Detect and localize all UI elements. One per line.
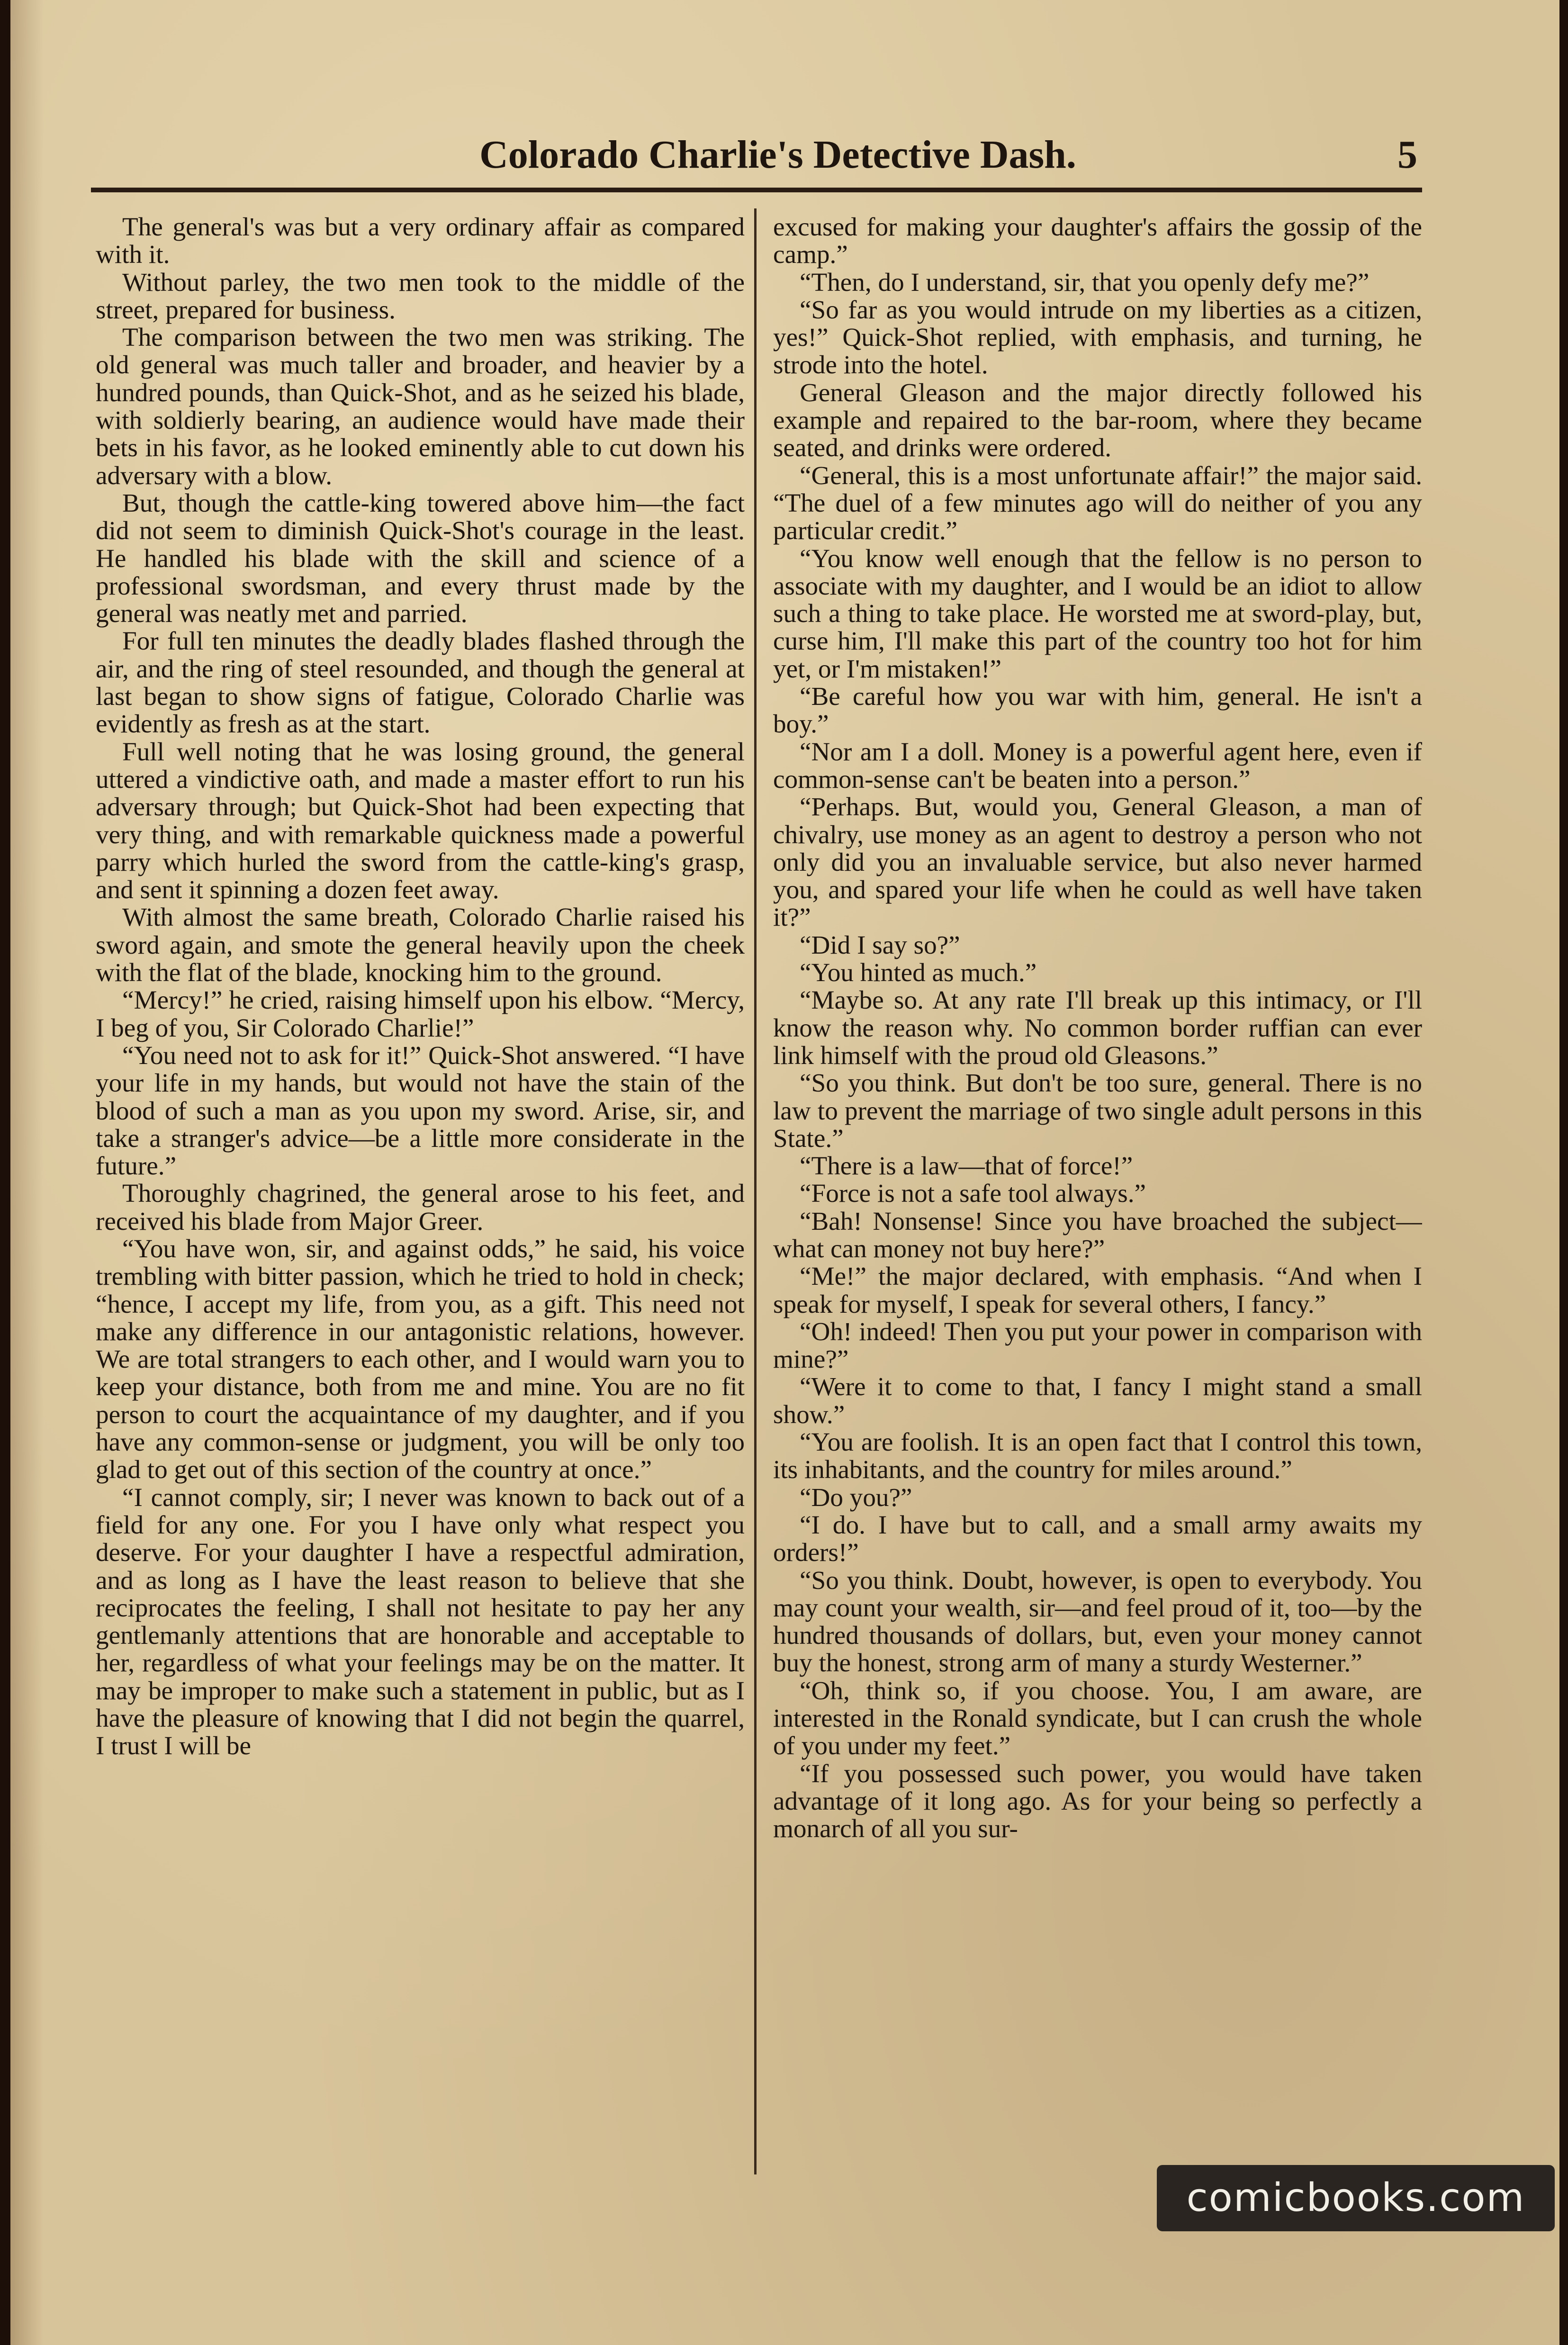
paragraph: “Oh! indeed! Then you put your power in comparison with mine?” (773, 1317, 1422, 1374)
paragraph: “You know well enough that the fellow is no person to associate with my daughter, and I would be an idiot to allow such a thing to take place. He worsted me at sword-play, but, curse him, I'll make this part of the country too hot for him yet, or I'm mistaken!” (773, 543, 1422, 683)
paragraph: For full ten minutes the deadly blades flashed through the air, and the ring of steel resounded, and though the general at last began to show signs of fatigue, Colorado Charlie was evidently as fresh as at the start. (96, 626, 745, 739)
paragraph: “You hinted as much.” (800, 958, 1037, 987)
paragraph: “Then, do I understand, sir, that you openly defy me?” (800, 267, 1370, 297)
paragraph: excused for making your daughter's affairs the gossip of the camp.” (773, 213, 1422, 269)
paragraph: “Were it to come to that, I fancy I might stand a small show.” (773, 1372, 1422, 1429)
paragraph: “Force is not a safe tool always.” (800, 1179, 1146, 1208)
paragraph: “General, this is a most unfortunate affair!” the major said. “The duel of a few minutes ago will do neither of you any particular credit.” (773, 460, 1422, 545)
page-header (91, 129, 1417, 181)
paragraph: “So you think. Doubt, however, is open to everybody. You may count your wealth, sir—and feel proud of it, too—by the hundred thousands of dollars, but, even your money cannot buy the honest, strong arm of many a sturdy Westerner.” (773, 1565, 1422, 1678)
page (10, 0, 1559, 2345)
paragraph: Full well noting that he was losing ground, the general uttered a vindictive oath, and made a master effort to run his adversary through; but Quick-Shot had been expecting that very thing, and with remarkable quickness made a powerful parry which hurled the sword from the cattle-king's grasp, and sent it spinning a dozen feet away. (96, 737, 745, 904)
paragraph: “Maybe so. At any rate I'll break up this intimacy, or I'll know the reason why. No common border ruffian can ever link himself with the proud old Gleasons.” (773, 985, 1422, 1070)
paragraph: “So you think. But don't be too sure, general. There is no law to prevent the marriage of two single adult persons in this State.” (773, 1068, 1422, 1153)
paragraph: “Be careful how you war with him, general. He isn't a boy.” (773, 682, 1422, 739)
paragraph: General Gleason and the major directly followed his example and repaired to the bar-room, where they became seated, and drinks were ordered. (773, 378, 1422, 462)
paragraph: With almost the same breath, Colorado Charlie raised his sword again, and smote the general heavily upon the cheek with the flat of the blade, knocking him to the ground. (96, 902, 745, 987)
paragraph: “Do you?” (800, 1482, 912, 1512)
page-number: 5 (1397, 133, 1417, 177)
paragraph: “Mercy!” he cried, raising himself upon his elbow. “Mercy, I beg of you, Sir Colorado Charlie!” (96, 985, 745, 1042)
paragraph: “If you possessed such power, you would have taken advantage of it long ago. As for your being so perfectly a monarch of all you sur- (773, 1759, 1422, 1843)
paragraph: “You are foolish. It is an open fact that I control this town, its inhabitants, and the country for miles around.” (773, 1427, 1422, 1484)
paragraph: The comparison between the two men was striking. The old general was much taller and broader, and heavier by a hundred pounds, than Quick-Shot, and as he seized his blade, with soldierly bearing, an audience would have made their bets in his favor, as he looked eminently able to cut down his adversary with a blow. (96, 323, 745, 490)
paragraph: “So far as you would intrude on my liberties as a citizen, yes!” Quick-Shot replied, with emphasis, and turning, he strode into the hotel. (773, 295, 1422, 379)
paragraph: “You need not to ask for it!” Quick-Shot answered. “I have your life in my hands, but would not have the stain of the blood of such a man as you upon my sword. Arise, sir, and take a stranger's advice—be a little more considerate in the future.” (96, 1040, 745, 1181)
paragraph: “There is a law—that of force!” (800, 1151, 1133, 1181)
text-column-right (773, 213, 1422, 2174)
paragraph: “I cannot comply, sir; I never was known to back out of a field for any one. For you I have only what respect you deserve. For your daughter I have a respectful admiration, and as long as I have the least reason to believe that she reciprocates the feeling, I shall not hesitate to pay her any gentlemanly attentions that are honorable and acceptable to her, regardless of what your feelings may be on the matter. It may be improper to make such a statement in public, but as I have the pleasure of knowing that I did not begin the quarrel, I trust I will be (96, 1482, 745, 1760)
paragraph: Thoroughly chagrined, the general arose to his feet, and received his blade from Major Greer. (96, 1179, 745, 1236)
paragraph: “Perhaps. But, would you, General Gleason, a man of chivalry, use money as an agent to destroy a person who not only did you an invaluable service, but also never harmed you, and spared your life when he could as well have taken it?” (773, 792, 1422, 932)
text-column-left (96, 213, 745, 2174)
paragraph: “Did I say so?” (800, 930, 960, 959)
paragraph: “You have won, sir, and against odds,” he said, his voice trembling with bitter passion, which he tried to hold in check; “hence, I accept my life, from you, as a gift. This need not make any difference in our antagonistic relations, however. We are total strangers to each other, and I would warn you to keep your distance, both from me and mine. You are no fit person to court the acquaintance of my daughter, and if you have any common-sense or judgment, you will be only too glad to get out of this section of the country at once.” (96, 1234, 745, 1484)
paragraph: The general's was but a very ordinary affair as compared with it. (96, 213, 745, 269)
paragraph: “Me!” the major declared, with emphasis. “And when I speak for myself, I speak for several others, I fancy.” (773, 1262, 1422, 1318)
paragraph: “Oh, think so, if you choose. You, I am aware, are interested in the Ronald syndicate, but I can crush the whole of you under my feet.” (773, 1676, 1422, 1760)
paragraph: Without parley, the two men took to the middle of the street, prepared for business. (96, 267, 745, 324)
running-title: Colorado Charlie's Detective Dash. (479, 133, 1076, 177)
watermark-badge: comicbooks.com (1157, 2165, 1555, 2231)
paragraph: But, though the cattle-king towered above him—the fact did not seem to diminish Quick-Shot's courage in the least. He handled his blade with the skill and science of a professional swordsman, and every thrust made by the general was neatly met and parried. (96, 488, 745, 628)
column-divider (754, 208, 757, 2174)
paragraph: “I do. I have but to call, and a small army awaits my orders!” (773, 1510, 1422, 1567)
paragraph: “Nor am I a doll. Money is a powerful agent here, even if common-sense can't be beaten into a person.” (773, 737, 1422, 794)
paragraph: “Bah! Nonsense! Since you have broached the subject—what can money not buy here?” (773, 1206, 1422, 1263)
header-rule (91, 188, 1422, 192)
